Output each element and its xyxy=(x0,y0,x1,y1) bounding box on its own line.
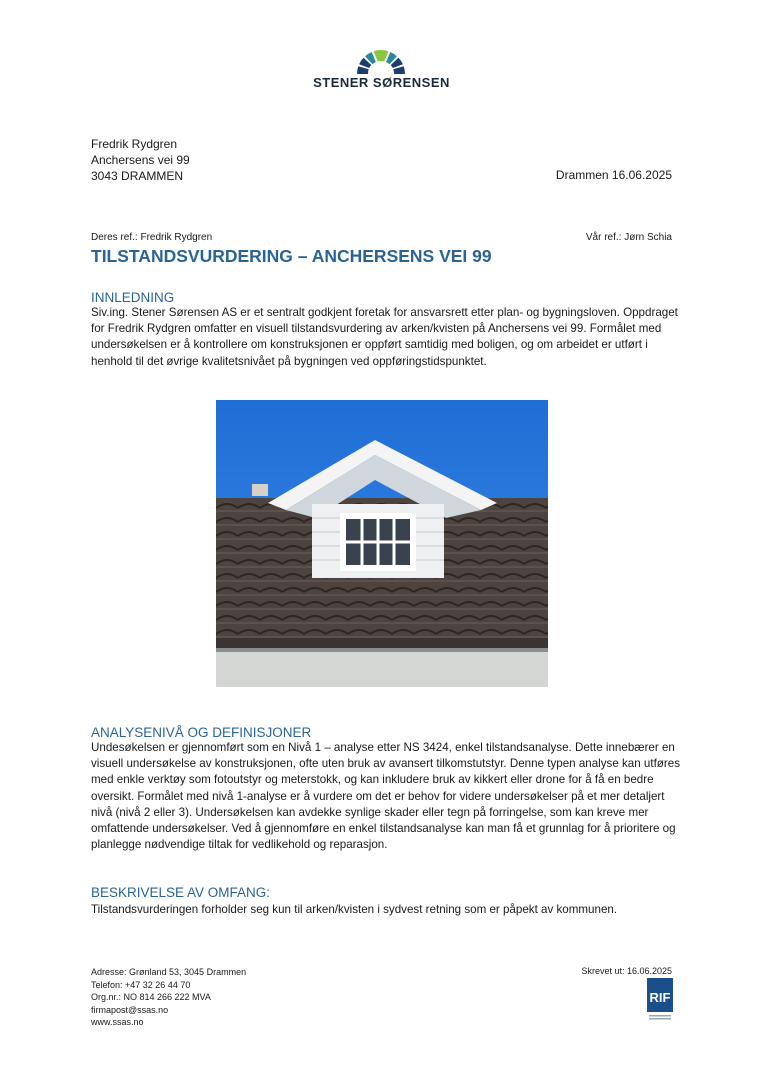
analysis-heading: ANALYSENIVÅ OG DEFINISJONER xyxy=(91,725,312,740)
scope-heading: BESKRIVELSE AV OMFANG: xyxy=(91,885,271,900)
footer-org: Org.nr.: NO 814 266 222 MVA xyxy=(91,992,211,1002)
footer-address: Adresse: Grønland 53, 3045 Drammen xyxy=(91,967,247,977)
recipient-name: Fredrik Rydgren xyxy=(91,137,178,151)
analysis-text: Undesøkelsen er gjennomført som en Nivå 1 – analyse etter NS 3424, enkel tilstandsanalyse. Dette innebærer en visuell undersøkelse av konstruksjonen, ofte uten bruk av avansert tilkomstutstyr. Denne typen analyse kan utføres med enkle verktøy som fotoutstyr og meterstokk, og kan inkludere bruk av kikkert eller drone for å få en bedre oversikt. Formålet med nivå 1-analyse er å vurdere om det er behov for videre undersøkelser på et mer detaljert nivå (nivå 2 eller 3). Undersøkelsen kan avdekke synlige skader eller tegn på forringelse, som kan kreve mer omfattende undersøkelser. Ved å gjennomføre en enkel tilstandsanalyse kan man få et grunnlag for å prioritere og planlegge nødvendige tiltak for vedlikehold og reparasjon. xyxy=(91,741,680,852)
rif-logo-icon xyxy=(647,978,673,1022)
footer-email[interactable]: firmapost@ssas.no xyxy=(91,1004,169,1015)
footer-web[interactable]: www.ssas.no xyxy=(91,1017,144,1027)
footer-phone: Telefon: +47 32 26 44 70 xyxy=(91,979,191,990)
their-reference: Deres ref.: Fredrik Rydgren xyxy=(91,232,213,243)
svg-text:RIF: RIF xyxy=(649,990,671,1005)
letter-date: Drammen 16.06.2025 xyxy=(555,168,672,182)
footer-written-date: Skrevet ut: 16.06.2025 xyxy=(581,966,672,976)
our-reference: Vår ref.: Jørn Schia xyxy=(585,232,672,243)
recipient-street: Anchersens vei 99 xyxy=(91,153,190,167)
intro-text: Siv.ing. Stener Sørensen AS er et sentralt godkjent foretak for ansvarsrett etter plan- og bygningsloven. Oppdraget for Fredrik Rydgren omfatter en visuell tilstandsvurdering av arken/kvisten på Anchersens vei 99. Formålet med undersøkelsen er å kontrollere om konstruksjonen er oppført samtidig med boligen, og om arbeidet er utført i henhold til det øvrige kvalitetsnivået på bygningen ved oppføringstidspunktet. xyxy=(91,306,678,368)
scope-text: Tilstandsvurderingen forholder seg kun til arken/kvisten i sydvest retning som er påpekt av kommunen. xyxy=(91,903,618,916)
footer-contact xyxy=(91,966,246,1029)
company-logo-text: STENER SØRENSEN xyxy=(313,75,450,90)
document-title: TILSTANDSVURDERING – ANCHERSENS VEI 99 xyxy=(91,246,492,266)
dormer-photo xyxy=(216,400,548,687)
recipient-address xyxy=(91,136,190,184)
recipient-city: 3043 DRAMMEN xyxy=(91,169,184,183)
intro-heading: INNLEDNING xyxy=(91,290,175,305)
